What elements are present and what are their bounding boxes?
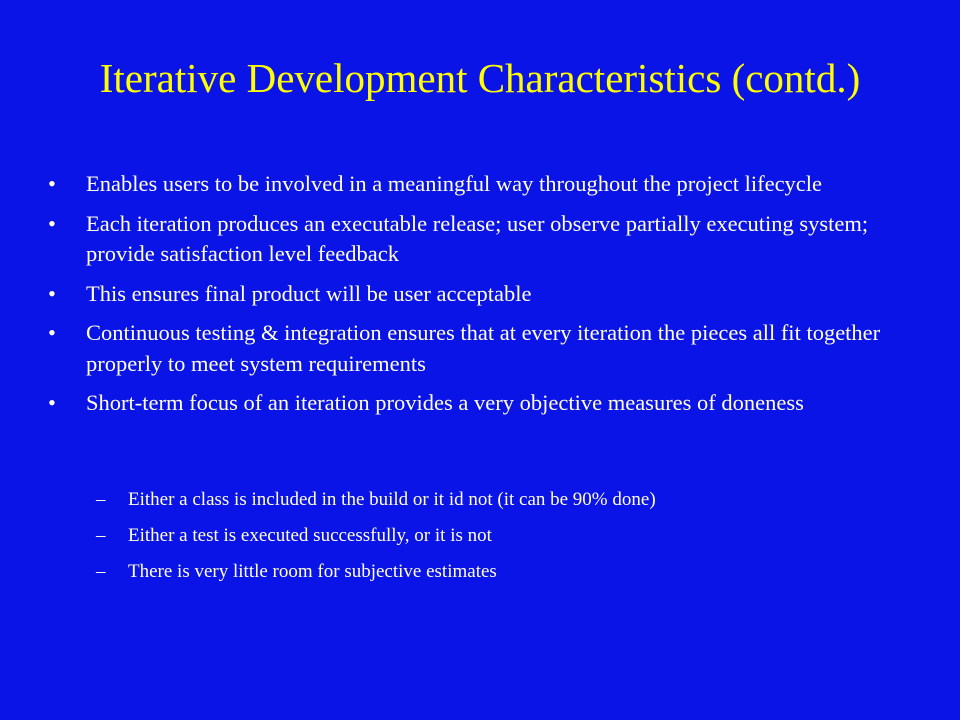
- bullet-marker: •: [48, 320, 56, 345]
- sub-bullet-marker: –: [96, 525, 106, 546]
- bullet-text: Short-term focus of an iteration provides a very objective measures of doneness: [86, 390, 804, 415]
- bullet-item: [48, 169, 918, 200]
- bullet-text: Enables users to be involved in a meaningful way throughout the project lifecycle: [86, 171, 823, 196]
- bullet-item: [48, 209, 918, 270]
- sub-bullet-item: [96, 522, 916, 549]
- sub-bullet-text: Either a test is executed successfully, or it is not: [128, 525, 492, 546]
- bullet-marker: •: [48, 171, 56, 196]
- bullet-text: This ensures final product will be user acceptable: [86, 280, 532, 306]
- bullet-marker: •: [48, 210, 56, 236]
- sub-bullet-marker: –: [96, 489, 106, 510]
- slide-title: Iterative Development Characteristics (contd.): [99, 55, 861, 101]
- sub-bullet-marker: –: [96, 561, 106, 582]
- bullet-text: Each iteration produces an executable release; user observe partially executing system; provide satisfaction level feedback: [86, 210, 869, 266]
- sub-bullet-list: [96, 486, 916, 594]
- bullet-marker: •: [48, 390, 56, 415]
- sub-bullet-text: Either a class is included in the build or it id not (it can be 90% done): [128, 489, 656, 510]
- bullet-item: [48, 318, 918, 379]
- bullet-item: [48, 388, 918, 419]
- bullet-text: Continuous testing & integration ensures that at every iteration the pieces all fit together properly to meet system requirements: [86, 320, 881, 376]
- sub-bullet-item: [96, 558, 916, 585]
- bullet-list: [48, 169, 918, 428]
- sub-bullet-item: [96, 486, 916, 513]
- bullet-item: [48, 279, 918, 310]
- bullet-marker: •: [48, 280, 56, 306]
- sub-bullet-text: There is very little room for subjective estimates: [128, 561, 497, 582]
